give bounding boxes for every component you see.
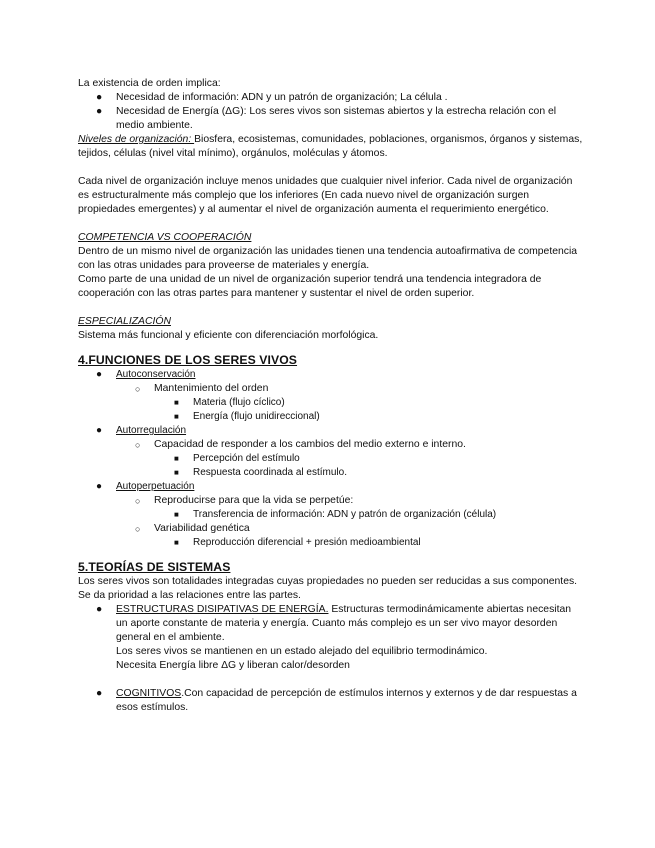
organization-paragraph: Cada nivel de organización incluye menos unidades que cualquier nivel inferior. Cada nivel de organización es estructuralmente más complejo que los inferiores (En cada nuevo nivel de organización surgen propiedades emergentes) y al aumentar el nivel de organización aumenta el requerimiento energético. — [78, 176, 573, 215]
list-item-text: Variabilidad genética — [154, 523, 250, 534]
list-item-text: Percepción del estímulo — [193, 453, 300, 464]
list-item-text: Energía (flujo unidireccional) — [193, 411, 320, 422]
bullet-icon: ● — [96, 481, 103, 492]
list-item — [78, 424, 583, 438]
circle-bullet-icon: ○ — [135, 524, 141, 534]
levels-text: Biosfera, ecosistemas, comunidades, poblaciones, organismos, órganos y sistemas, tejidos, células (nivel vital mínimo), orgánulos, moléculas y átomos. — [78, 134, 583, 159]
circle-bullet-icon: ○ — [135, 496, 141, 506]
autoperpetuacion-label: Autoperpetuación — [116, 481, 195, 492]
autoconservacion-label: Autoconservación — [116, 369, 196, 380]
list-item-text: Reproducirse para que la vida se perpetúe: — [154, 495, 354, 506]
square-bullet-icon: ■ — [174, 510, 179, 519]
section-5-title: 5.TEORÍAS DE SISTEMAS — [78, 560, 231, 574]
bullet-icon: ● — [96, 604, 103, 615]
teorias-intro: Los seres vivos son totalidades integradas cuyas propiedades no pueden ser reducidas a sus componentes. Se da prioridad a las relaciones entre las partes. — [78, 576, 578, 601]
list-item — [78, 368, 583, 382]
list-item — [78, 452, 583, 466]
list-item — [78, 494, 583, 508]
list-item — [78, 508, 583, 522]
section-4-title: 4.FUNCIONES DE LOS SERES VIVOS — [78, 353, 298, 367]
list-item — [78, 410, 583, 424]
circle-bullet-icon: ○ — [135, 440, 141, 450]
list-item — [78, 466, 583, 480]
intro-heading: La existencia de orden implica: — [78, 78, 221, 89]
levels-paragraph — [78, 133, 583, 161]
list-item — [78, 438, 583, 452]
square-bullet-icon: ■ — [174, 468, 179, 477]
disipativas-text: Estructuras termodinámicamente abiertas necesitan un aporte constante de materia y energía. Cuanto más complejo es un ser vivo mayor desorden general en el ambiente. — [116, 604, 572, 643]
list-item-text: Necesidad de información: ADN y un patrón de organización; La célula . — [116, 92, 448, 103]
list-item — [78, 522, 583, 536]
bullet-icon: ● — [96, 425, 103, 436]
disipativas-line-2: Los seres vivos se mantienen en un estado alejado del equilibrio termodinámico. — [116, 646, 488, 657]
disipativas-label: ESTRUCTURAS DISIPATIVAS DE ENERGÍA. — [116, 604, 329, 615]
bullet-icon: ● — [96, 106, 103, 117]
list-item-text: Necesidad de Energía (ΔG): Los seres vivos son sistemas abiertos y la estrecha relación con el medio ambiente. — [116, 106, 557, 131]
levels-label: Niveles de organización: — [78, 134, 195, 145]
bullet-icon: ● — [96, 369, 103, 380]
document-body — [78, 77, 583, 715]
square-bullet-icon: ■ — [174, 398, 179, 407]
list-item — [78, 91, 583, 105]
list-item-text: Materia (flujo cíclico) — [193, 397, 285, 408]
list-item — [78, 105, 583, 133]
list-item — [78, 382, 583, 396]
disipativas-line-3: Necesita Energía libre ΔG y liberan calor/desorden — [116, 660, 350, 671]
list-item — [78, 536, 583, 550]
list-item — [78, 603, 583, 645]
autorregulacion-label: Autorregulación — [116, 425, 187, 436]
bullet-icon: ● — [96, 92, 103, 103]
bullet-icon: ● — [96, 688, 103, 699]
circle-bullet-icon: ○ — [135, 384, 141, 394]
cognitivos-label: COGNITIVOS — [116, 688, 182, 699]
competencia-text-2: Como parte de una unidad de un nivel de organización superior tendrá una tendencia integradora de cooperación con las otras partes para mantener y sustentar el nivel de orden superior. — [78, 274, 542, 299]
list-item-text: Capacidad de responder a los cambios del medio externo e interno. — [154, 439, 466, 450]
square-bullet-icon: ■ — [174, 538, 179, 547]
list-item-text: Mantenimiento del orden — [154, 383, 269, 394]
square-bullet-icon: ■ — [174, 454, 179, 463]
list-item — [78, 687, 583, 715]
list-item — [78, 480, 583, 494]
cognitivos-text: .Con capacidad de percepción de estímulos internos y externos y de dar respuestas a esos estímulos. — [116, 688, 577, 713]
competencia-title: COMPETENCIA VS COOPERACIÓN — [78, 232, 252, 243]
especializacion-text: Sistema más funcional y eficiente con diferenciación morfológica. — [78, 330, 379, 341]
list-item-text: Respuesta coordinada al estímulo. — [193, 467, 347, 478]
especializacion-title: ESPECIALIZACIÓN — [78, 316, 171, 327]
list-item-text: Reproducción diferencial + presión medioambiental — [193, 537, 421, 548]
competencia-text-1: Dentro de un mismo nivel de organización las unidades tienen una tendencia autoafirmativa de competencia con las otras unidades para proveerse de materiales y energía. — [78, 246, 578, 271]
square-bullet-icon: ■ — [174, 412, 179, 421]
list-item — [78, 396, 583, 410]
list-item-text: Transferencia de información: ADN y patrón de organización (célula) — [193, 509, 497, 520]
